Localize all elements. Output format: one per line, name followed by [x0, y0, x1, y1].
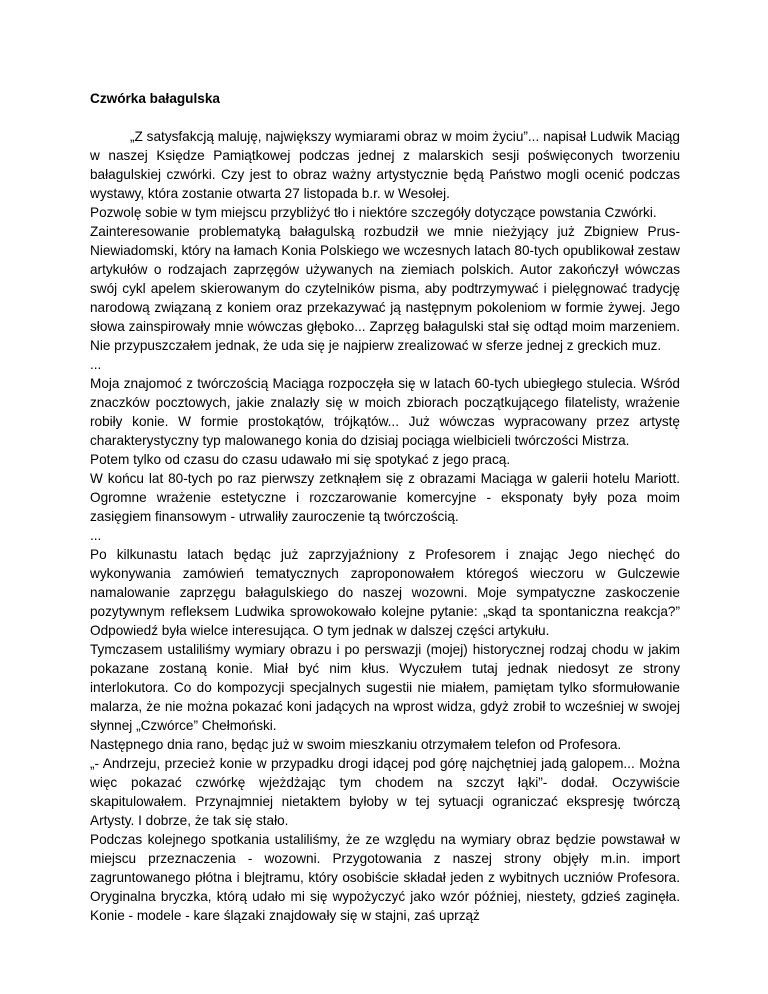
- paragraph: Pozwolę sobie w tym miejscu przybliżyć tło i niektóre szczegóły dotyczące powstania Czwórki.: [90, 205, 657, 220]
- paragraph: Zainteresowanie problematyką bałagulską rozbudził we mnie nieżyjący już Zbigniew Prus-Niewiadomski, który na łamach Konia Polskiego we wczesnych latach 80-tych opublikował zestaw artykułów o rodzajach zaprzęgów używanych na ziemiach polskich. Autor zakończył wówczas swój cykl apelem skierowanym do czytelników pisma, aby podtrzymywać i pielęgnować tradycję narodową związaną z koniem oraz przekazywać ją następnym pokoleniom w formie żywej. Jego słowa zainspirowały mnie wówczas głęboko... Zaprzęg bałagulski stał się odtąd moim marzeniem. Nie przypuszczałem jednak, że uda się je najpierw zrealizować w sferze jednej z greckich muz.: [90, 224, 680, 353]
- ellipsis-separator: ...: [90, 528, 102, 543]
- paragraph: „Z satysfakcją maluję, największy wymiarami obraz w moim życiu”... napisał Ludwik Maciąg w naszej Księdze Pamiątkowej podczas jednej z malarskich sesji poświęconych tworzeniu bałagulskiej czwórki. Czy jest to obraz ważny artystycznie będą Państwo mogli ocenić podczas wystawy, która zostanie otwarta 27 listopada b.r. w Wesołej.: [90, 129, 680, 201]
- paragraph: Moja znajomoć z twórczością Maciąga rozpoczęła się w latach 60-tych ubiegłego stulecia. Wśród znaczków pocztowych, jakie znalazły się w moich zbiorach początkującego filatelisty, wrażenie robiły konie. W formie prostokątów, trójkątów... Już wówczas wypracowany przez artystę charakterystyczny typ malowanego konia do dzisiaj pociąga wielbicieli twórczości Mistrza.: [90, 376, 680, 448]
- paragraph: Podczas kolejnego spotkania ustaliliśmy, że ze względu na wymiary obraz będzie powstawał w miejscu przeznaczenia - wozowni. Przygotowania z naszej strony objęły m.in. import zagruntowanego płótna i blejtramu, który osobiście składał jeden z wybitnych uczniów Profesora. Oryginalna bryczka, którą udało mi się wypożyczyć jako wzór później, niestety, gdzieś zaginęła. Konie - modele - kare ślązaki znajdowały się w stajni, zaś uprząż: [90, 832, 680, 923]
- ellipsis-separator: ...: [90, 357, 102, 372]
- document-body: [90, 89, 680, 925]
- document-title: Czwórka bałagulska: [90, 91, 220, 106]
- paragraph: Po kilkunastu latach będąc już zaprzyjaźniony z Profesorem i znając Jego niechęć do wykonywania zamówień tematycznych zaproponowałem któregoś wieczoru w Gulczewie namalowanie zaprzęgu bałagulskiego do naszej wozowni. Moje sympatyczne zaskoczenie pozytywnym refleksem Ludwika sprowokowało kolejne pytanie: „skąd ta spontaniczna reakcja?” Odpowiedź była wielce interesująca. O tym jednak w dalszej części artykułu.: [90, 547, 680, 638]
- paragraph: Tymczasem ustaliliśmy wymiary obrazu i po perswazji (mojej) historycznej rodzaj chodu w jakim pokazane zostaną konie. Miał być nim kłus. Wyczułem tutaj jednak niedosyt ze strony interlokutora. Co do kompozycji specjalnych sugestii nie miałem, pamiętam tylko sformułowanie malarza, że nie można pokazać koni jadących na wprost widza, gdyż zrobił to wcześniej w swojej słynnej „Czwórce” Chełmoński.: [90, 642, 680, 733]
- paragraph: W końcu lat 80-tych po raz pierwszy zetknąłem się z obrazami Maciąga w galerii hotelu Mariott. Ogromne wrażenie estetyczne i rozczarowanie komercyjne - eksponaty były poza moim zasięgiem finansowym - utrwaliły zauroczenie tą twórczością.: [90, 471, 680, 524]
- paragraph: „- Andrzeju, przecież konie w przypadku drogi idącej pod górę najchętniej jadą galopem... Można więc pokazać czwórkę wjeżdżając tym chodem na szczyt łąki”- dodał. Oczywiście skapitulowałem. Przynajmniej nietaktem byłoby w tej sytuacji ograniczać ekspresję twórczą Artysty. I dobrze, że tak się stało.: [90, 756, 680, 828]
- paragraph: Następnego dnia rano, będąc już w swoim mieszkaniu otrzymałem telefon od Profesora.: [90, 737, 622, 752]
- paragraph: Potem tylko od czasu do czasu udawało mi się spotykać z jego pracą.: [90, 452, 511, 467]
